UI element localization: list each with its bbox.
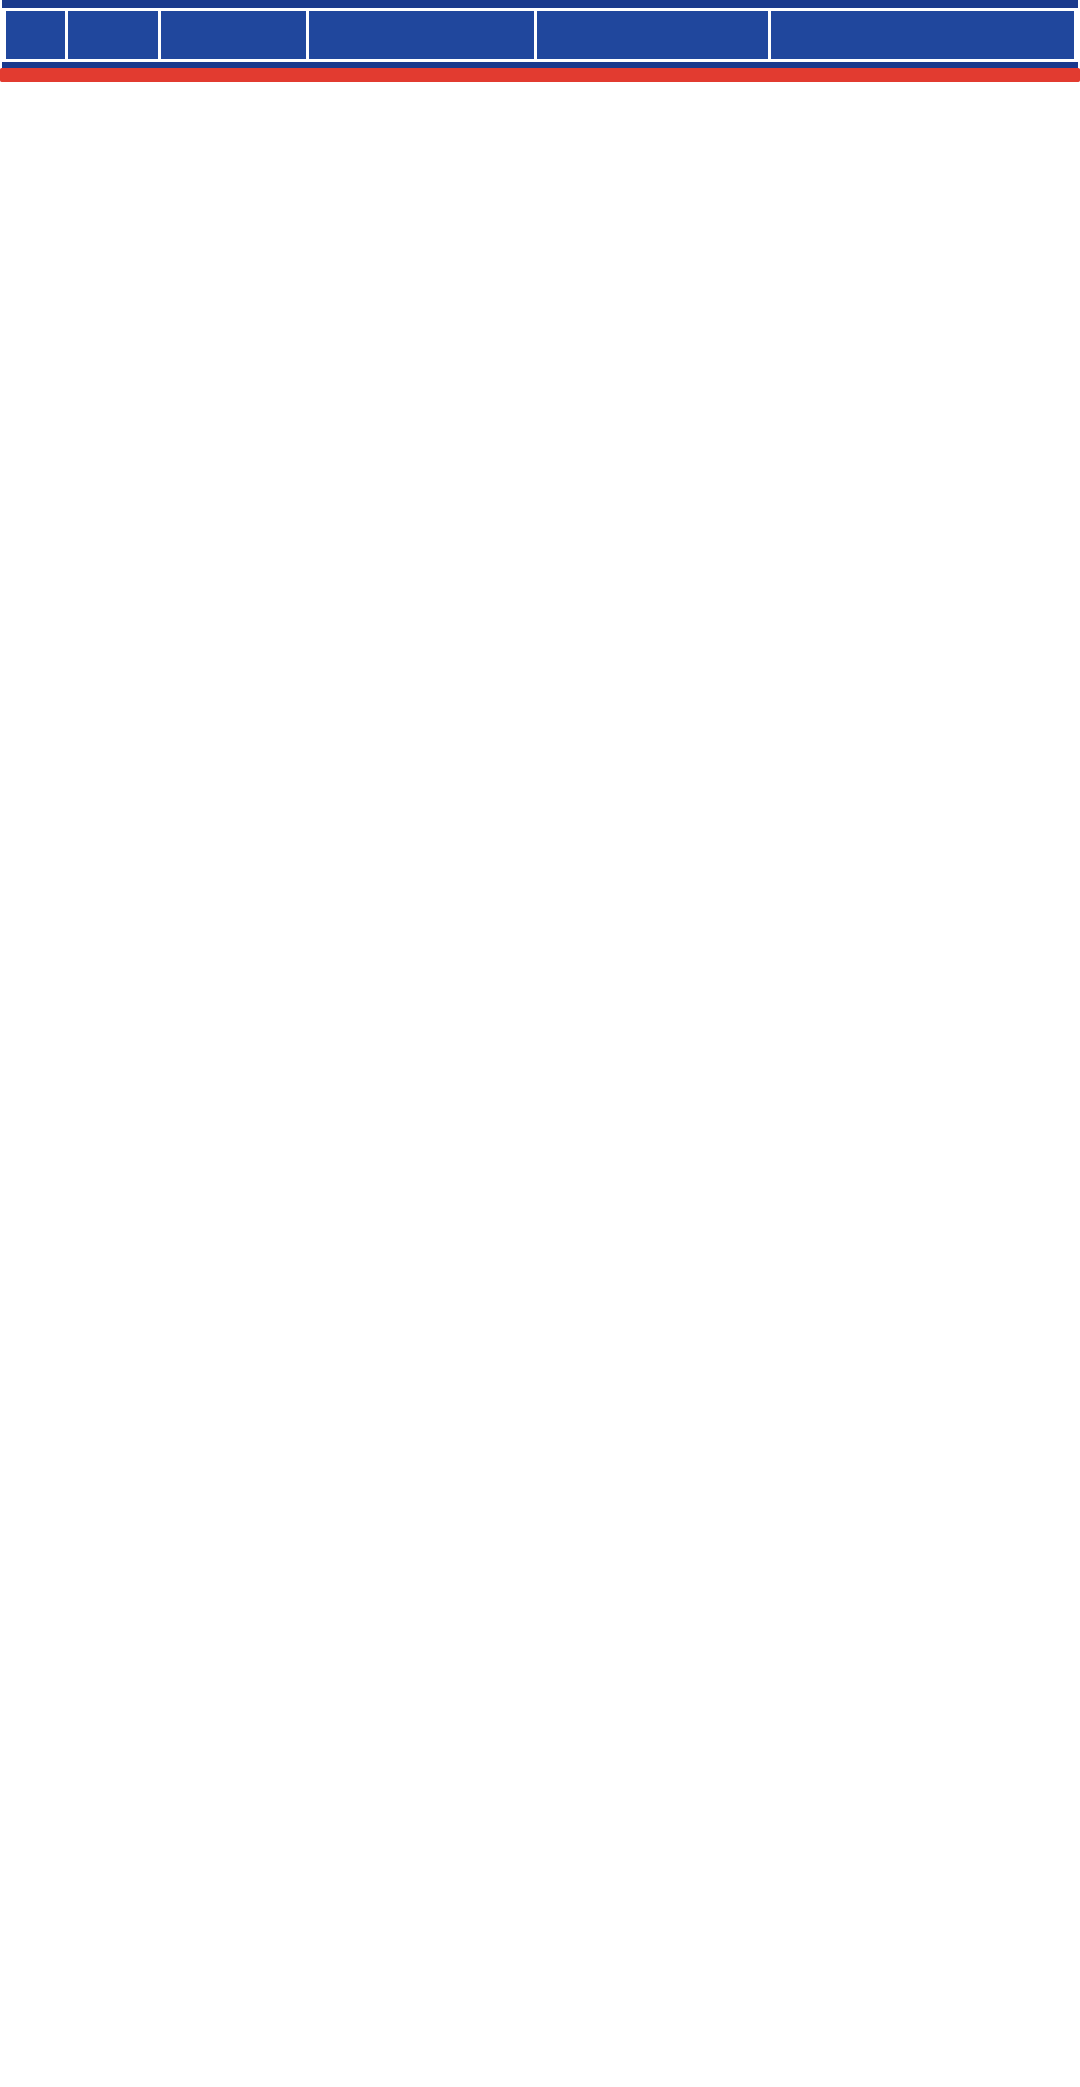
col-header-region	[68, 11, 158, 59]
col-header-no	[6, 11, 65, 59]
table-header	[6, 11, 1074, 59]
col-header-benefit	[771, 11, 1074, 59]
col-header-days	[537, 11, 768, 59]
col-header-target	[161, 11, 306, 59]
nursing-leave-table	[3, 8, 1077, 62]
table-top-border	[2, 0, 1078, 8]
table-bottom-border	[2, 62, 1078, 68]
header-row	[6, 11, 1074, 59]
col-header-condition	[309, 11, 534, 59]
nursing-leave-policy-table-page	[0, 0, 1080, 68]
jiangsu-rows-highlight-box	[0, 68, 1080, 82]
